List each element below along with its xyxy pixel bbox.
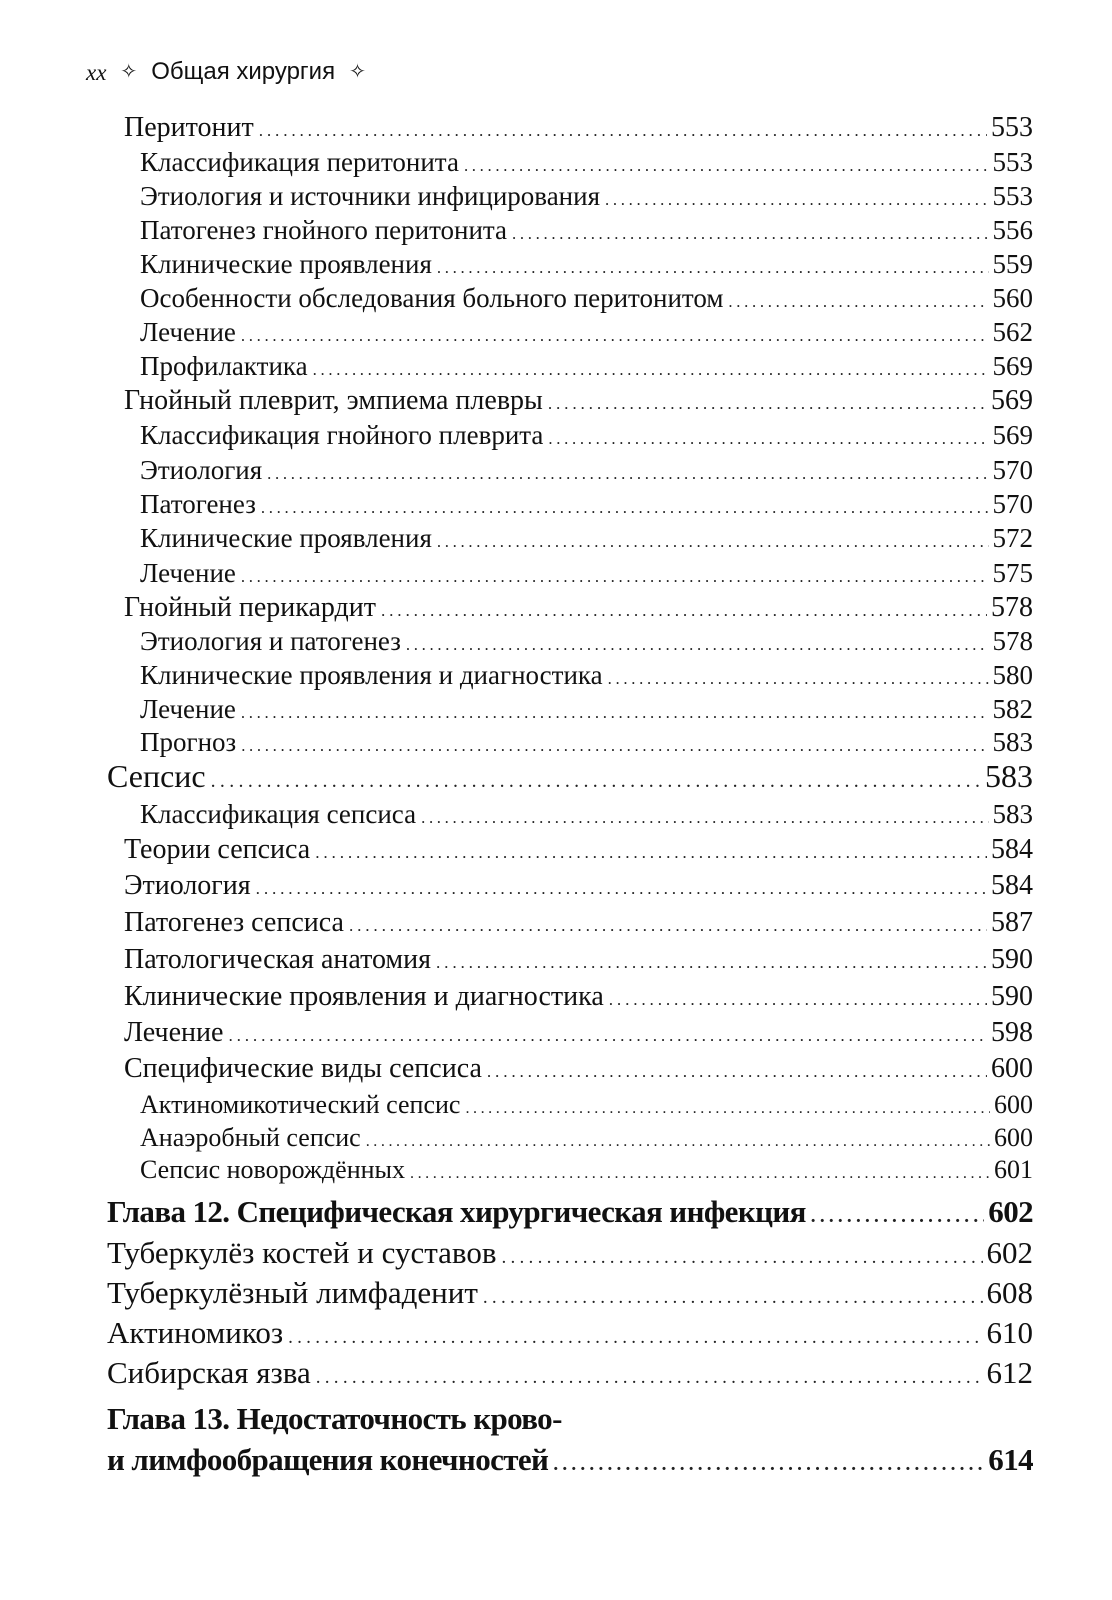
toc-entry-title: Прогноз	[140, 727, 237, 757]
toc-entry-title: Глава 12. Специфическая хирургическая инфекция	[107, 1194, 806, 1229]
toc-entry-title: Лечение	[140, 558, 236, 588]
toc-entry-title: Актиномикоз	[107, 1315, 284, 1350]
toc-entry-title: Патогенез гнойного перитонита	[140, 215, 508, 245]
toc-entry-title: Теории сепсиса	[124, 834, 311, 865]
running-header	[86, 60, 366, 84]
toc-entry-title: Клинические проявления	[140, 523, 432, 553]
toc-entry-title: Гнойный перикардит	[124, 592, 376, 623]
toc-entry-page: 569	[992, 351, 1033, 381]
toc-entry-page: 572	[992, 523, 1033, 553]
toc-entry-page: 602	[986, 1235, 1033, 1270]
toc-entry-title: Патологическая анатомия	[124, 944, 432, 975]
toc-entry-title: Классификация сепсиса	[140, 799, 417, 829]
toc-entry-page: 580	[992, 660, 1033, 690]
toc-entry-page: 583	[985, 758, 1033, 794]
toc-chapter-13	[107, 1442, 1033, 1478]
toc-entry	[140, 351, 1033, 382]
toc-entry-page: 559	[992, 249, 1033, 279]
toc-entry-title: Лечение	[140, 694, 236, 724]
toc-entry-title: Туберкулёз костей и суставов	[107, 1235, 497, 1270]
toc-chapter-12	[107, 1194, 1033, 1230]
toc-entry-title: Особенности обследования больного перитонитом	[140, 283, 724, 313]
toc-entry-page: 587	[991, 907, 1033, 938]
toc-entry-title: Клинические проявления и диагностика	[124, 981, 604, 1012]
toc-entry-title: Этиология и источники инфицирования	[140, 181, 600, 211]
toc-entry-page: 590	[991, 944, 1033, 975]
toc-entry-page: 583	[992, 727, 1033, 757]
page-folio: xx	[86, 59, 107, 85]
toc-entry	[124, 907, 1033, 939]
toc-entry-peritonitis	[124, 112, 1033, 144]
toc-entry-page: 556	[992, 215, 1033, 245]
toc-entry-page: 583	[992, 799, 1033, 829]
toc-entry-page: 610	[986, 1315, 1033, 1350]
toc-chapter-13-line1: Глава 13. Недостаточность крово-	[107, 1401, 562, 1436]
toc-entry-page: 578	[992, 626, 1033, 656]
toc-entry-title: Актиномикотический сепсис	[140, 1090, 461, 1119]
toc-entry	[140, 283, 1033, 314]
toc-entry-page: 601	[994, 1155, 1033, 1184]
toc-entry	[140, 558, 1033, 589]
toc-entry	[124, 944, 1033, 976]
toc-entry-page: 562	[992, 317, 1033, 347]
toc-entry-title: Перитонит	[124, 112, 254, 143]
toc-entry-sepsis	[107, 758, 1033, 795]
toc-entry-page: 600	[991, 1053, 1033, 1084]
toc-entry	[140, 147, 1033, 178]
toc-entry-pleuritis	[124, 385, 1033, 417]
toc-entry-page: 590	[991, 981, 1033, 1012]
toc-entry	[107, 1275, 1033, 1311]
toc-entry-title: Этиология	[124, 870, 251, 901]
toc-entry-title: Сепсис	[107, 758, 206, 794]
toc-entry-title: Патогенез	[140, 489, 256, 519]
toc-entry-pericarditis	[124, 592, 1033, 624]
toc-entry-page: 570	[992, 489, 1033, 519]
toc-entry-title: Анаэробный сепсис	[140, 1123, 361, 1152]
toc-entry-page: 553	[991, 112, 1033, 143]
toc-entry	[124, 1017, 1033, 1049]
toc-entry-page: 608	[986, 1275, 1033, 1310]
toc-entry	[140, 1155, 1033, 1185]
toc-entry-page: 569	[992, 420, 1033, 450]
toc-entry	[124, 1053, 1033, 1085]
toc-entry	[140, 626, 1033, 657]
toc-entry-page: 553	[992, 147, 1033, 177]
toc-entry	[140, 181, 1033, 212]
toc-entry-title: Клинические проявления и диагностика	[140, 660, 603, 690]
toc-entry-page: 582	[992, 694, 1033, 724]
toc-entry-page: 553	[992, 181, 1033, 211]
toc-entry-title: Этиология и патогенез	[140, 626, 401, 656]
toc-entry-page: 584	[991, 834, 1033, 865]
toc-entry-page: 569	[991, 385, 1033, 416]
toc-entry	[140, 660, 1033, 691]
toc-entry-page: 584	[991, 870, 1033, 901]
toc-entry-title: Сибирская язва	[107, 1355, 311, 1390]
book-title: Общая хирургия	[151, 58, 336, 85]
toc-entry-page: 570	[992, 455, 1033, 485]
toc-entry-page: 602	[988, 1194, 1033, 1229]
toc-entry-page: 612	[986, 1355, 1033, 1390]
toc-entry-title: Профилактика	[140, 351, 308, 381]
toc-entry-title: Сепсис новорождённых	[140, 1155, 406, 1184]
toc-entry	[140, 727, 1033, 758]
toc-entry-title: Лечение	[140, 317, 236, 347]
toc-entry	[107, 1315, 1033, 1351]
toc-entry-title: Классификация перитонита	[140, 147, 459, 177]
toc-entry	[140, 455, 1033, 486]
toc-entry	[140, 799, 1033, 830]
toc-entry-title: Специфические виды сепсиса	[124, 1053, 482, 1084]
toc-entry	[124, 981, 1033, 1013]
toc-entry	[140, 694, 1033, 725]
toc-entry	[124, 834, 1033, 866]
diamond-ornament-icon: ✧	[120, 61, 138, 83]
toc-entry	[107, 1235, 1033, 1271]
toc-entry-title: Гнойный плеврит, эмпиема плевры	[124, 385, 543, 416]
toc-entry	[140, 489, 1033, 520]
toc-entry	[140, 1123, 1033, 1153]
toc-entry-page: 575	[992, 558, 1033, 588]
toc-entry	[140, 317, 1033, 348]
toc-entry-title: Этиология	[140, 455, 263, 485]
toc-entry-title: Туберкулёзный лимфаденит	[107, 1275, 478, 1310]
toc-entry-title: Патогенез сепсиса	[124, 907, 344, 938]
toc-entry-title: Клинические проявления	[140, 249, 432, 279]
toc-entry	[140, 215, 1033, 246]
diamond-ornament-icon: ✧	[349, 61, 366, 83]
toc-entry-page: 560	[992, 283, 1033, 313]
toc-entry	[140, 1090, 1033, 1120]
toc-entry	[107, 1355, 1033, 1391]
toc-entry-title: Классификация гнойного плеврита	[140, 420, 544, 450]
toc-entry	[140, 420, 1033, 451]
toc-entry-page: 598	[991, 1017, 1033, 1048]
toc-entry	[140, 523, 1033, 554]
toc-entry-page: 600	[994, 1123, 1033, 1152]
toc-entry-page: 614	[988, 1442, 1033, 1477]
toc-entry-title: и лимфообращения конечностей	[107, 1442, 549, 1477]
toc-entry-title: Лечение	[124, 1017, 224, 1048]
toc-entry-page: 600	[994, 1090, 1033, 1119]
toc-entry	[140, 249, 1033, 280]
toc-entry-page: 578	[991, 592, 1033, 623]
toc-entry	[124, 870, 1033, 902]
